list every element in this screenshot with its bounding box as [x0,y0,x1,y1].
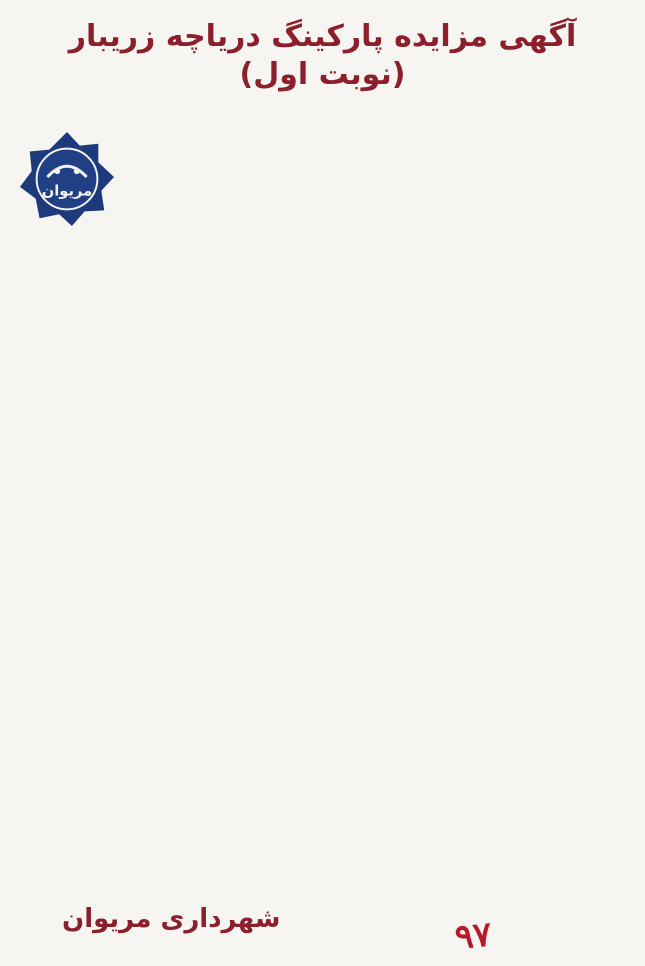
marivan-municipality-logo [18,130,116,228]
ad-title [20,18,625,94]
ad-title-line-1: آگهی مزایده پارکینگ دریاچه زریبار [68,19,577,54]
logo-icon [18,130,116,228]
signature-municipality: شهرداری مریوان [62,904,281,934]
logo-text: مریوان [41,182,93,200]
ad-title-line-2: (نوبت اول) [239,57,406,92]
handwritten-mark: ۹۷ [453,914,494,958]
